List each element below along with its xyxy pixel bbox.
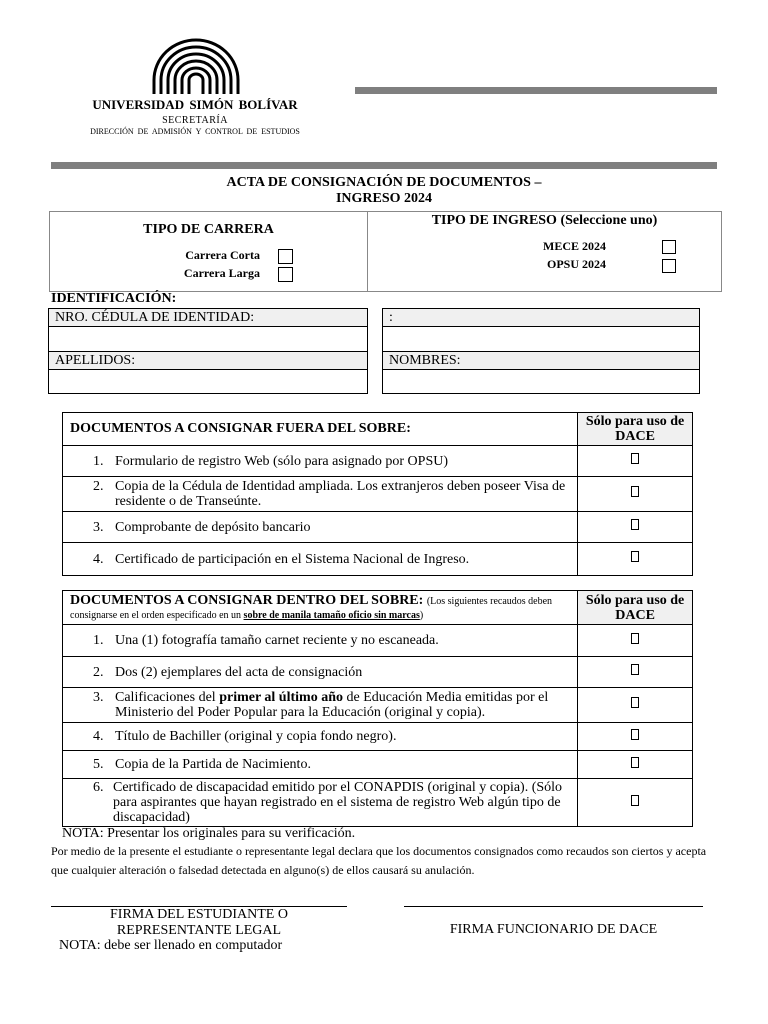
table-row bbox=[63, 477, 693, 512]
doc-item: 5. Copia de la Partida de Nacimiento. bbox=[63, 751, 578, 779]
table-row bbox=[63, 625, 693, 657]
colon-field[interactable] bbox=[382, 308, 700, 352]
doc-item: 6. Certificado de discapacidad emitido por el CONAPDIS (original y copia). (Sólo para aspirantes que hayan registrado en el sistema de registro Web algún tipo de discapacidad) bbox=[63, 779, 578, 827]
firma-funcionario-label: FIRMA FUNCIONARIO DE DACE bbox=[449, 922, 658, 937]
cedula-label: NRO. CÉDULA DE IDENTIDAD: bbox=[49, 309, 367, 327]
sobre-manila-note: sobre de manila tamaño oficio sin marcas bbox=[243, 609, 420, 621]
nombres-label: NOMBRES: bbox=[383, 352, 699, 370]
doc-item: 4. Certificado de participación en el Sistema Nacional de Ingreso. bbox=[63, 543, 578, 576]
dace-check[interactable] bbox=[578, 751, 693, 779]
checkbox-icon[interactable] bbox=[631, 697, 639, 708]
checkbox-icon[interactable] bbox=[631, 551, 639, 562]
header-bar-full bbox=[51, 162, 717, 169]
dentro-sobre-heading: DOCUMENTOS A CONSIGNAR DENTRO DEL SOBRE: bbox=[70, 592, 424, 608]
tipo-ingreso-heading: TIPO DE INGRESO (Seleccione uno) bbox=[431, 213, 658, 228]
table-row bbox=[63, 779, 693, 827]
table-row bbox=[63, 657, 693, 688]
table-row bbox=[63, 751, 693, 779]
doc-item: 3. Comprobante de depósito bancario bbox=[63, 512, 578, 543]
table-row bbox=[63, 512, 693, 543]
table-row bbox=[63, 543, 693, 576]
dace-header: Sólo para uso de DACE bbox=[578, 413, 693, 446]
nombres-value[interactable] bbox=[383, 370, 699, 393]
doc-item: 2. Dos (2) ejemplares del acta de consignación bbox=[63, 657, 578, 688]
opsu-label: OPSU 2024 bbox=[546, 257, 606, 271]
dace-check[interactable] bbox=[578, 543, 693, 576]
cedula-value[interactable] bbox=[49, 327, 367, 351]
table-header-row bbox=[63, 591, 693, 625]
checkbox-icon[interactable] bbox=[631, 729, 639, 740]
direccion-label: DIRECCIÓN DE ADMISIÓN Y CONTROL DE ESTUDIOS bbox=[90, 127, 300, 136]
doc-item: 1. Formulario de registro Web (sólo para asignado por OPSU) bbox=[63, 446, 578, 477]
dace-check[interactable] bbox=[578, 446, 693, 477]
table-row bbox=[63, 688, 693, 723]
dentro-sobre-note: (Los siguientes recaudos deben consignarse en el orden especificado en un bbox=[70, 595, 553, 621]
apellidos-field[interactable] bbox=[48, 351, 368, 394]
apellidos-value[interactable] bbox=[49, 370, 367, 393]
nota-computador: NOTA: debe ser llenado en computador bbox=[59, 938, 283, 953]
dace-check[interactable] bbox=[578, 625, 693, 657]
dace-check[interactable] bbox=[578, 512, 693, 543]
dace-check[interactable] bbox=[578, 657, 693, 688]
colon-label: : bbox=[383, 309, 699, 327]
dace-check[interactable] bbox=[578, 723, 693, 751]
checkbox-icon[interactable] bbox=[631, 453, 639, 464]
dace-check[interactable] bbox=[578, 688, 693, 723]
doc-item: 3. Calificaciones del primer al último año de Educación Media emitidas por el Ministerio del Poder Popular para la Educación (original y copia). bbox=[63, 688, 578, 723]
table-row bbox=[63, 446, 693, 477]
document-title-line1: ACTA DE CONSIGNACIÓN DE DOCUMENTOS – bbox=[226, 175, 542, 190]
carrera-corta-label: Carrera Corta bbox=[185, 248, 260, 262]
cedula-field[interactable] bbox=[48, 308, 368, 352]
nota-originales: NOTA: Presentar los originales para su verificación. bbox=[62, 826, 356, 841]
table-header-row bbox=[63, 413, 693, 446]
dentro-sobre-table bbox=[62, 590, 693, 827]
doc-item: 1. Una (1) fotografía tamaño carnet reciente y no escaneada. bbox=[63, 625, 578, 657]
colon-value[interactable] bbox=[383, 327, 699, 351]
checkbox-icon[interactable] bbox=[631, 664, 639, 675]
firma-funcionario-line bbox=[404, 906, 703, 907]
table-row bbox=[63, 723, 693, 751]
apellidos-label: APELLIDOS: bbox=[49, 352, 367, 370]
mece-checkbox[interactable] bbox=[662, 240, 676, 254]
document-title-line2: INGRESO 2024 bbox=[335, 191, 433, 206]
university-name: UNIVERSIDAD SIMÓN BOLÍVAR bbox=[92, 97, 298, 112]
carrera-larga-label: Carrera Larga bbox=[183, 266, 260, 280]
header-bar-right bbox=[355, 87, 717, 94]
doc-item: 4. Título de Bachiller (original y copia fondo negro). bbox=[63, 723, 578, 751]
fuera-sobre-heading: DOCUMENTOS A CONSIGNAR FUERA DEL SOBRE: bbox=[63, 413, 578, 446]
checkbox-icon[interactable] bbox=[631, 633, 639, 644]
dace-header: Sólo para uso de DACE bbox=[578, 591, 693, 625]
nombres-field[interactable] bbox=[382, 351, 700, 394]
carrera-corta-checkbox[interactable] bbox=[278, 249, 293, 264]
identificacion-heading: IDENTIFICACIÓN: bbox=[51, 291, 177, 306]
carrera-larga-checkbox[interactable] bbox=[278, 267, 293, 282]
opsu-checkbox[interactable] bbox=[662, 259, 676, 273]
firma-estudiante-label-1: FIRMA DEL ESTUDIANTE O bbox=[110, 907, 288, 922]
tipo-carrera-heading: TIPO DE CARRERA bbox=[143, 222, 274, 237]
doc-item: 2. Copia de la Cédula de Identidad ampliada. Los extranjeros deben poseer Visa de residente o de Transeúnte. bbox=[63, 477, 578, 512]
firma-estudiante-label-2: REPRESENTANTE LEGAL bbox=[116, 923, 282, 938]
checkbox-icon[interactable] bbox=[631, 795, 639, 806]
checkbox-icon[interactable] bbox=[631, 519, 639, 530]
checkbox-icon[interactable] bbox=[631, 757, 639, 768]
mece-label: MECE 2024 bbox=[543, 239, 606, 253]
fuera-sobre-table bbox=[62, 412, 693, 576]
declaracion-text: Por medio de la presente el estudiante o representante legal declara que los documentos consignados como recaudos son ciertos y acepta que cualquier alteración o falsedad detectada en alguno(s) de ellos causará su anulación. bbox=[51, 844, 707, 877]
secretaria-label: SECRETARÍA bbox=[162, 115, 228, 126]
checkbox-icon[interactable] bbox=[631, 486, 639, 497]
dace-check[interactable] bbox=[578, 477, 693, 512]
dace-check[interactable] bbox=[578, 779, 693, 827]
dentro-sobre-header: DOCUMENTOS A CONSIGNAR DENTRO DEL SOBRE: (Los siguientes recaudos deben consignarse en el orden especificado en un sobre de manila tamaño oficio sin marcas) bbox=[63, 591, 578, 625]
university-logo-icon bbox=[150, 34, 242, 96]
